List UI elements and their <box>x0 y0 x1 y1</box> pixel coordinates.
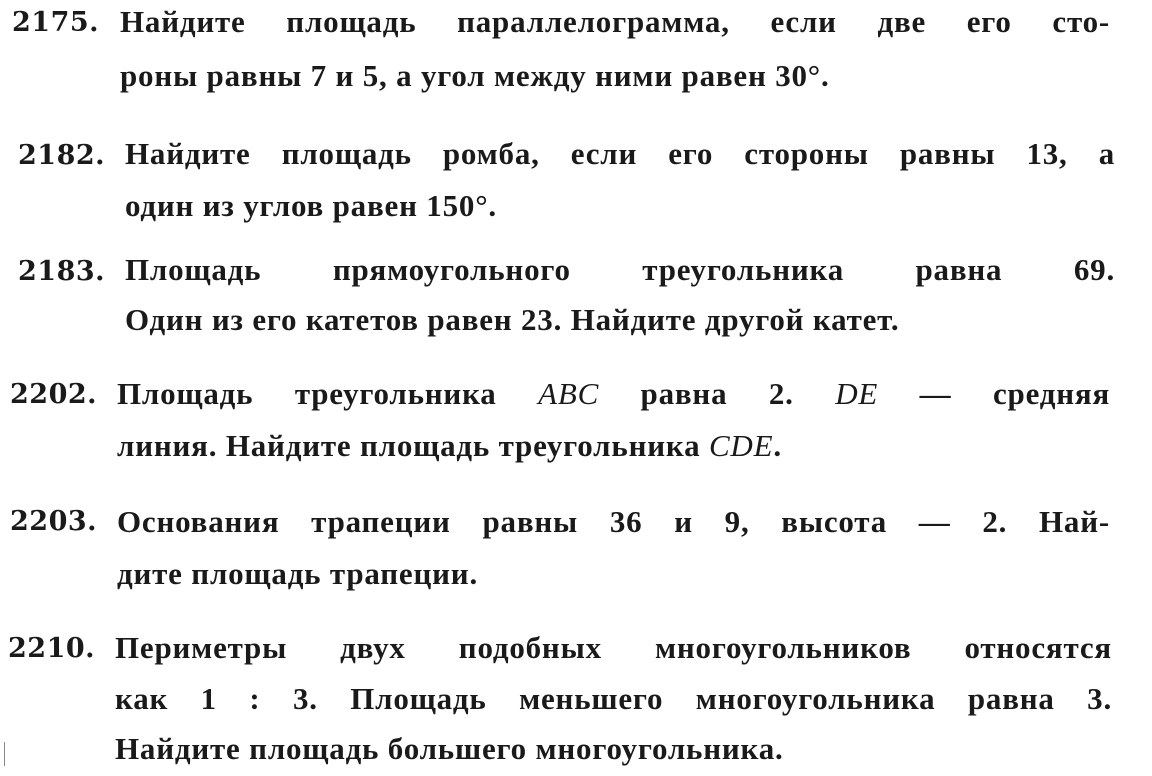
problem-text-line: Площадь треугольника ABC равна 2. DE — средняя <box>117 376 1111 411</box>
math-variable: ABC <box>538 376 600 411</box>
math-variable: DE <box>835 376 879 411</box>
problem-text-line: Найдите площадь параллелограмма, если две его сто- <box>120 4 1110 39</box>
problem-text-line: дите площадь трапеции. <box>117 556 479 591</box>
problem-number: 2210. <box>8 633 96 664</box>
problem-text-line: Найдите площадь ромба, если его стороны равны 13, а <box>125 136 1115 171</box>
problem-text-line: Найдите площадь большего многоугольника. <box>115 731 784 766</box>
problem-text-line: Площадь прямоугольного треугольника равна 69. <box>125 252 1115 287</box>
problem-text-line: линия. Найдите площадь треугольника CDE. <box>117 428 782 463</box>
problem-text-line: роны равны 7 и 5, а угол между ними равен 30°. <box>120 58 830 93</box>
problem-number: 2182. <box>18 140 106 171</box>
scan-edge-mark <box>4 742 5 766</box>
problem-number: 2183. <box>18 256 106 287</box>
problem-text-line: один из углов равен 150°. <box>125 188 497 223</box>
problem-text-line: Один из его катетов равен 23. Найдите другой катет. <box>125 302 900 337</box>
problem-text-line: как 1 : 3. Площадь меньшего многоугольника равна 3. <box>115 681 1112 716</box>
problem-text-line: Периметры двух подобных многоугольников относятся <box>115 630 1112 665</box>
problem-text-line: Основания трапеции равны 36 и 9, высота — 2. Най- <box>117 504 1110 539</box>
math-variable: CDE <box>708 428 774 463</box>
problem-number: 2203. <box>10 506 98 537</box>
problem-number: 2175. <box>12 7 100 38</box>
problem-number: 2202. <box>10 379 98 410</box>
